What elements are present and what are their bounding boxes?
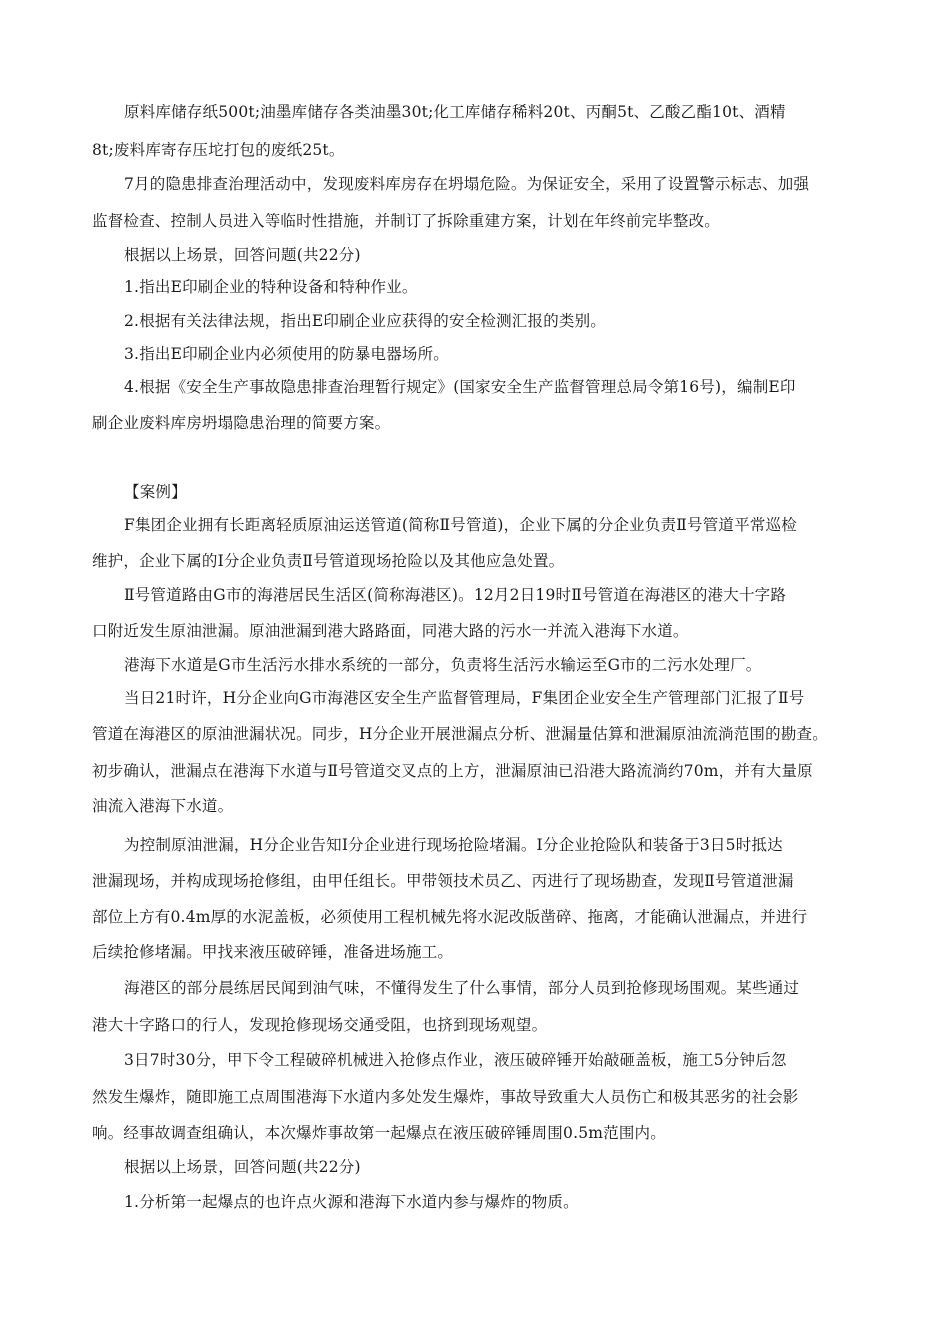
text-line: 监督检查、控制人员进入等临时性措施，并制订了拆除重建方案，计划在年终前完毕整改。 (92, 212, 721, 230)
text-line: 初步确认，泄漏点在港海下水道与Ⅱ号管道交叉点的上方，泄漏原油已沿港大路流淌约70m，并有大量原 (92, 762, 813, 780)
text-line: 海港区的部分晨练居民闻到油气味，不懂得发生了什么事情，部分人员到抢修现场围观。某些通过 (124, 979, 800, 997)
text-line: 部位上方有0.4m厚的水泥盖板，必须使用工程机械先将水泥改版凿碎、拖离，才能确认泄漏点，并进行 (92, 908, 808, 926)
text-line: 为控制原油泄漏，H分企业告知Ⅰ分企业进行现场抢险堵漏。Ⅰ分企业抢险队和装备于3日5时抵达 (124, 836, 783, 854)
text-line: 泄漏现场，并构成现场抢修组，由甲任组长。甲带领技术员乙、丙进行了现场勘查，发现Ⅱ号管道泄漏 (92, 872, 794, 890)
section-heading: 【案例】 (124, 483, 187, 501)
text-line: 1.分析第一起爆点的也许点火源和港海下水道内参与爆炸的物质。 (124, 1193, 579, 1211)
text-line: 后续抢修堵漏。甲找来液压破碎锤，准备进场施工。 (92, 943, 454, 961)
text-line: 根据以上场景，回答问题(共22分) (124, 246, 361, 264)
text-line: 2.根据有关法律法规，指出E印刷企业应获得的安全检测汇报的类别。 (124, 312, 607, 330)
text-line: 刷企业废料库房坍塌隐患治理的简要方案。 (92, 414, 391, 432)
text-line: Ⅱ号管道路由G市的海港居民生活区(简称海港区)。12月2日19时Ⅱ号管道在海港区的港大十字路 (124, 586, 787, 604)
text-line: 1.指出E印刷企业的特种设备和特种作业。 (124, 278, 418, 296)
text-line: 管道在海港区的原油泄漏状况。同步，H分企业开展泄漏点分析、泄漏量估算和泄漏原油流淌范围的勘查。 (92, 725, 828, 743)
text-line: 港海下水道是G市生活污水排水系统的一部分，负责将生活污水输运至G市的二污水处理厂。 (124, 656, 762, 674)
text-line: 根据以上场景，回答问题(共22分) (124, 1158, 361, 1176)
text-line: 8t;废料库寄存压坨打包的废纸25t。 (92, 141, 345, 159)
text-line: 响。经事故调查组确认，本次爆炸事故第一起爆点在液压破碎锤周围0.5m范围内。 (92, 1124, 666, 1142)
text-line: 4.根据《安全生产事故隐患排查治理暂行规定》(国家安全生产监督管理总局令第16号)，编制E印 (124, 378, 796, 396)
text-line: F集团企业拥有长距离轻质原油运送管道(简称Ⅱ号管道)，企业下属的分企业负责Ⅱ号管道平常巡检 (124, 516, 797, 534)
text-line: 油流入港海下水道。 (92, 797, 234, 815)
text-line: 3.指出E印刷企业内必须使用的防暴电器场所。 (124, 345, 450, 363)
text-line: 当日21时许，H分企业向G市海港区安全生产监督管理局，F集团企业安全生产管理部门汇报了Ⅱ号 (124, 689, 805, 707)
text-line: 7月的隐患排查治理活动中，发现废料库房存在坍塌危险。为保证安全，采用了设置警示标志、加强 (124, 175, 810, 193)
text-line: 港大十字路口的行人，发现抢修现场交通受阻，也挤到现场观望。 (92, 1016, 548, 1034)
text-line: 然发生爆炸，随即施工点周围港海下水道内多处发生爆炸，事故导致重大人员伤亡和极其恶劣的社会影 (92, 1088, 799, 1106)
text-line: 原料库储存纸500t;油墨库储存各类油墨30t;化工库储存稀料20t、丙酮5t、乙酸乙酯10t、酒精 (124, 103, 786, 121)
text-line: 维护，企业下属的Ⅰ分企业负责Ⅱ号管道现场抢险以及其他应急处置。 (92, 552, 565, 570)
text-line: 口附近发生原油泄漏。原油泄漏到港大路路面，同港大路的污水一并流入港海下水道。 (92, 622, 689, 640)
text-line: 3日7时30分，甲下令工程破碎机械进入抢修点作业，液压破碎锤开始敲砸盖板，施工5分钟后忽 (124, 1051, 787, 1069)
